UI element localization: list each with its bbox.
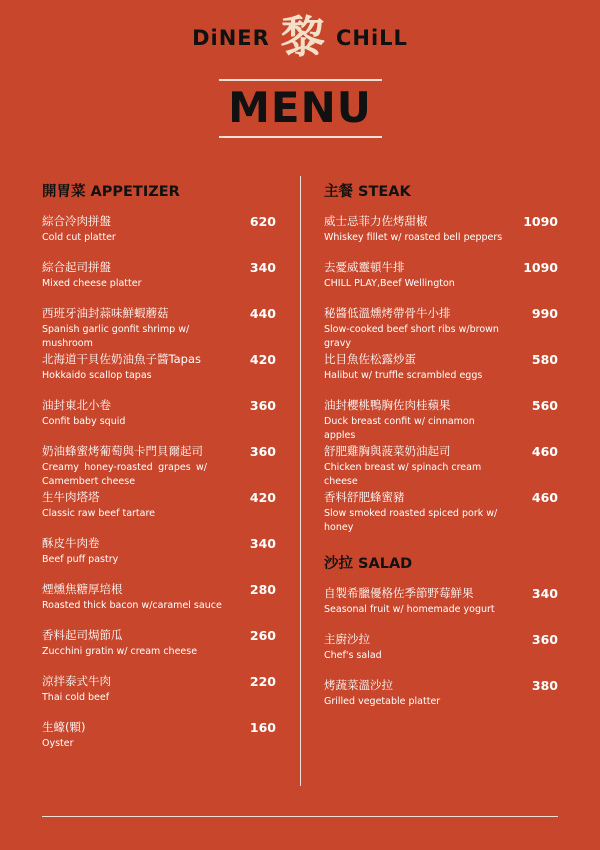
menu-item-english-name: Slow-cooked beef short ribs w/brown gravy (324, 324, 499, 349)
menu-item-price: 340 (249, 260, 276, 275)
menu-item-price: 1090 (523, 214, 558, 229)
menu-item (324, 444, 558, 490)
menu-item-chinese-name: 綜合冷肉拼盤 (42, 214, 111, 228)
title-rule-top (219, 79, 382, 81)
menu-item-chinese-name: 酥皮牛肉卷 (42, 536, 100, 550)
menu-item (324, 214, 558, 260)
menu-item-english-name: Slow smoked roasted spiced pork w/ honey (324, 508, 498, 533)
menu-item-chinese-name: 西班牙油封蒜味鮮蝦蘑菇 (42, 306, 169, 320)
salad-list (324, 586, 558, 724)
menu-item-chinese-name: 生蠔(顆) (42, 720, 86, 734)
menu-item (42, 536, 276, 582)
menu-item (42, 306, 276, 352)
menu-item (42, 214, 276, 260)
menu-item-english-name: Whiskey fillet w/ roasted bell peppers (324, 232, 503, 243)
menu-item-chinese-name: 油封東北小卷 (42, 398, 111, 412)
menu-item-english-name: Zucchini gratin w/ cream cheese (42, 646, 198, 657)
menu-item-chinese-name: 香料舒肥蜂蜜豬 (324, 490, 405, 504)
menu-item-chinese-name: 綜合起司拼盤 (42, 260, 111, 274)
menu-item-price: 340 (249, 536, 276, 551)
menu-item (42, 444, 276, 490)
menu-item-price: 360 (249, 398, 276, 413)
menu-item-chinese-name: 涼拌泰式牛肉 (42, 674, 111, 688)
menu-item-english-name: Chef's salad (324, 650, 382, 661)
menu-item-english-name: Hokkaido scallop tapas (42, 370, 152, 381)
menu-item (324, 398, 558, 444)
menu-item-chinese-name: 烤蔬菜溫沙拉 (324, 678, 393, 692)
title-rule-bottom (219, 136, 382, 138)
menu-item-chinese-name: 自製希臘優格佐季節野莓鮮果 (324, 586, 474, 600)
menu-item-price: 580 (531, 352, 558, 367)
bottom-rule (42, 816, 558, 817)
appetizer-column (42, 182, 276, 766)
menu-item-chinese-name: 舒肥雞胸與菠菜奶油起司 (324, 444, 451, 458)
menu-item-chinese-name: 油封櫻桃鴨胸佐肉桂蘋果 (324, 398, 451, 412)
main-column (324, 182, 558, 724)
menu-item (42, 260, 276, 306)
menu-item-english-name: Spanish garlic gonfit shrimp w/ mushroom (42, 324, 190, 349)
menu-item (42, 582, 276, 628)
menu-item-price: 460 (531, 444, 558, 459)
appetizer-list (42, 214, 276, 766)
appetizer-heading: 開胃菜 APPETIZER (42, 184, 180, 200)
logo-mark: 黎 (280, 12, 325, 63)
page-title: MENU (228, 83, 372, 132)
menu-item-english-name: Oyster (42, 738, 74, 749)
logo-text-right: CHiLL (335, 26, 408, 50)
menu-item-price: 220 (249, 674, 276, 689)
menu-item-chinese-name: 香料起司焗節瓜 (42, 628, 123, 642)
menu-item-english-name: Confit baby squid (42, 416, 126, 427)
steak-list (324, 214, 558, 536)
menu-item (324, 490, 558, 536)
menu-item-price: 160 (249, 720, 276, 735)
menu-item-price: 420 (249, 490, 276, 505)
menu-item-price: 990 (531, 306, 558, 321)
menu-item-price: 280 (249, 582, 276, 597)
menu-item-price: 420 (249, 352, 276, 367)
menu-item-english-name: Mixed cheese platter (42, 278, 142, 289)
menu-item-chinese-name: 奶油蜂蜜烤葡萄與卡門貝爾起司 (42, 444, 203, 458)
menu-item (324, 678, 558, 724)
menu-item (42, 352, 276, 398)
menu-item-english-name: Beef puff pastry (42, 554, 119, 565)
menu-item (324, 632, 558, 678)
menu-item-english-name: Duck breast confit w/ cinnamon apples (324, 416, 475, 441)
menu-item (324, 352, 558, 398)
logo-text-left: DiNER (192, 26, 270, 50)
menu-item-price: 340 (531, 586, 558, 601)
menu-item-price: 1090 (523, 260, 558, 275)
menu-item (42, 674, 276, 720)
menu-item-english-name: Grilled vegetable platter (324, 696, 441, 707)
menu-item-english-name: Roasted thick bacon w/caramel sauce (42, 600, 222, 611)
menu-item-english-name: Halibut w/ truffle scrambled eggs (324, 370, 483, 381)
menu-item-english-name: CHILL PLAY,Beef Wellington (324, 278, 455, 289)
menu-item-price: 380 (531, 678, 558, 693)
menu-item-price: 260 (249, 628, 276, 643)
menu-item-price: 360 (249, 444, 276, 459)
column-divider (300, 176, 301, 786)
menu-item (42, 490, 276, 536)
menu-item-chinese-name: 煙燻焦糖厚培根 (42, 582, 123, 596)
menu-item-english-name: Thai cold beef (42, 692, 110, 703)
menu-item (324, 306, 558, 352)
menu-item-chinese-name: 北海道干貝佐奶油魚子醬Tapas (42, 352, 202, 366)
menu-item-price: 620 (249, 214, 276, 229)
menu-item (42, 720, 276, 766)
menu-item-english-name: Creamy honey-roasted grapes w/ Camembert cheese (42, 462, 207, 487)
restaurant-logo (0, 14, 600, 62)
menu-item-price: 360 (531, 632, 558, 647)
salad-heading: 沙拉 SALAD (324, 556, 413, 572)
menu-item (324, 586, 558, 632)
menu-item (324, 260, 558, 306)
menu-item-chinese-name: 威士忌菲力佐烤甜椒 (324, 214, 428, 228)
menu-item-chinese-name: 秘醬低溫燻烤帶骨牛小排 (324, 306, 451, 320)
menu-item-english-name: Cold cut platter (42, 232, 116, 243)
menu-item-price: 440 (249, 306, 276, 321)
menu-item-english-name: Chicken breast w/ spinach cream cheese (324, 462, 482, 487)
menu-item-chinese-name: 去憂威靈頓牛排 (324, 260, 405, 274)
menu-item-english-name: Classic raw beef tartare (42, 508, 156, 519)
menu-item (42, 398, 276, 444)
menu-item-price: 460 (531, 490, 558, 505)
menu-item-chinese-name: 生牛肉塔塔 (42, 490, 100, 504)
menu-item (42, 628, 276, 674)
menu-item-chinese-name: 比目魚佐松露炒蛋 (324, 352, 416, 366)
menu-item-chinese-name: 主廚沙拉 (324, 632, 370, 646)
menu-item-english-name: Seasonal fruit w/ homemade yogurt (324, 604, 495, 615)
menu-item-price: 560 (531, 398, 558, 413)
steak-heading: 主餐 STEAK (324, 184, 411, 200)
